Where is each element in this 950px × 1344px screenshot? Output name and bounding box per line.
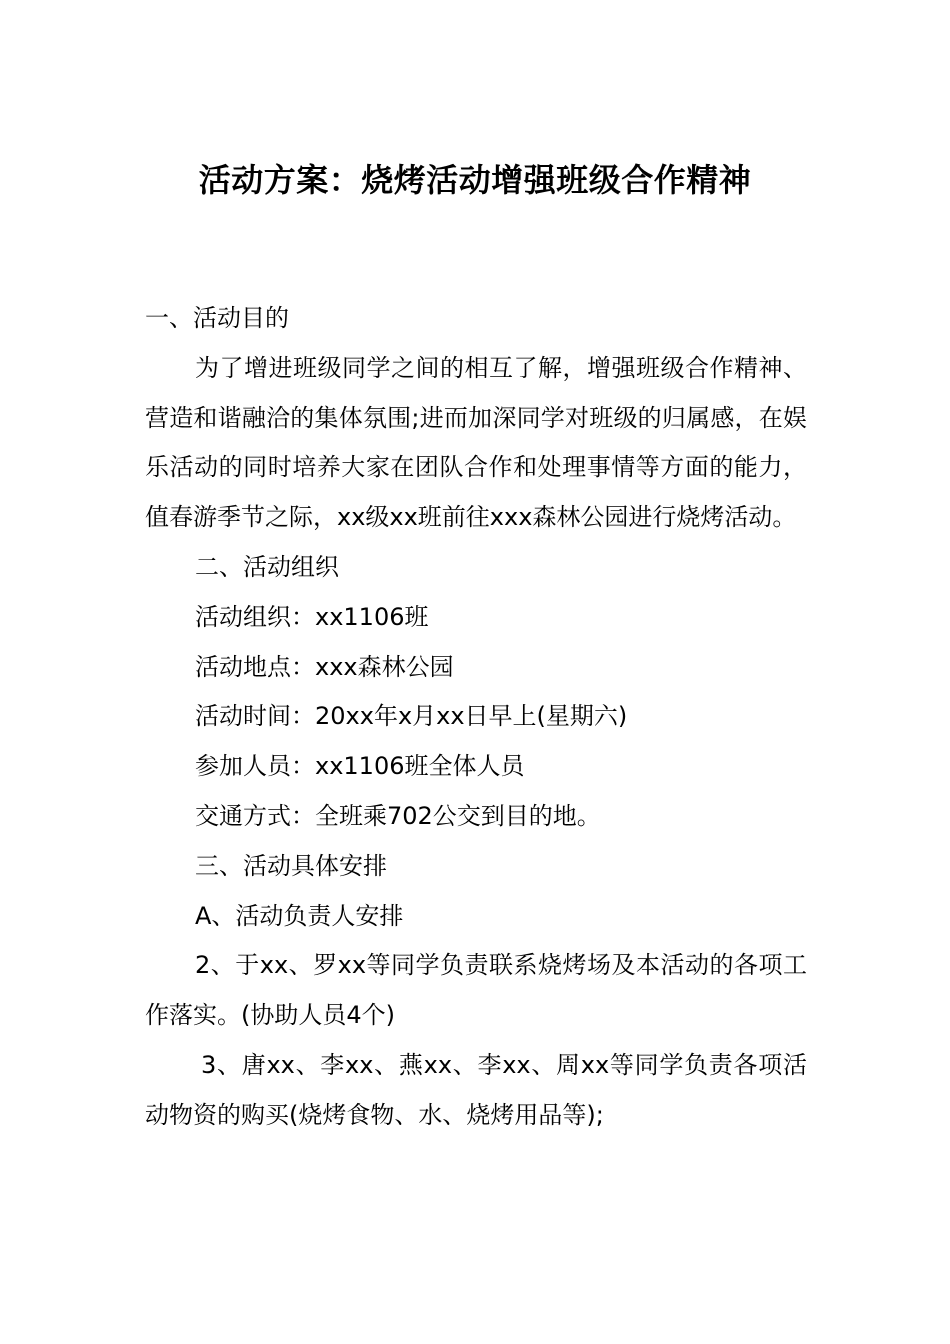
section-heading-organization: 二、活动组织 xyxy=(195,552,339,581)
paragraph-item-2: 2、于xx、罗xx等同学负责联系烧烤场及本活动的各项工作落实。(协助人员4个) xyxy=(145,951,807,1030)
section-heading-arrangement: 三、活动具体安排 xyxy=(195,851,387,880)
document-body xyxy=(145,294,807,1141)
paragraph-responsible-persons: A、活动负责人安排 xyxy=(195,901,404,930)
paragraph-time: 活动时间：20xx年x月xx日早上(星期六) xyxy=(195,702,628,731)
paragraph-participants: 参加人员：xx1106班全体人员 xyxy=(195,752,525,781)
paragraph-item-3: 3、唐xx、李xx、燕xx、李xx、周xx等同学负责各项活动物资的购买(烧烤食物、水、烧烤用品等); xyxy=(145,1050,807,1129)
document-title: 活动方案：烧烤活动增强班级合作精神 xyxy=(198,161,752,199)
paragraph-purpose: 为了增进班级同学之间的相互了解，增强班级合作精神、营造和谐融洽的集体氛围;进而加深同学对班级的归属感，在娱乐活动的同时培养大家在团队合作和处理事情等方面的能力，值春游季节之际，xx级xx班前往xxx森林公园进行烧烤活动。 xyxy=(145,353,807,532)
paragraph-transport: 交通方式：全班乘702公交到目的地。 xyxy=(195,801,601,830)
paragraph-location: 活动地点：xxx森林公园 xyxy=(195,652,454,681)
paragraph-organizer: 活动组织：xx1106班 xyxy=(195,602,429,631)
section-heading-purpose: 一、活动目的 xyxy=(145,304,289,332)
